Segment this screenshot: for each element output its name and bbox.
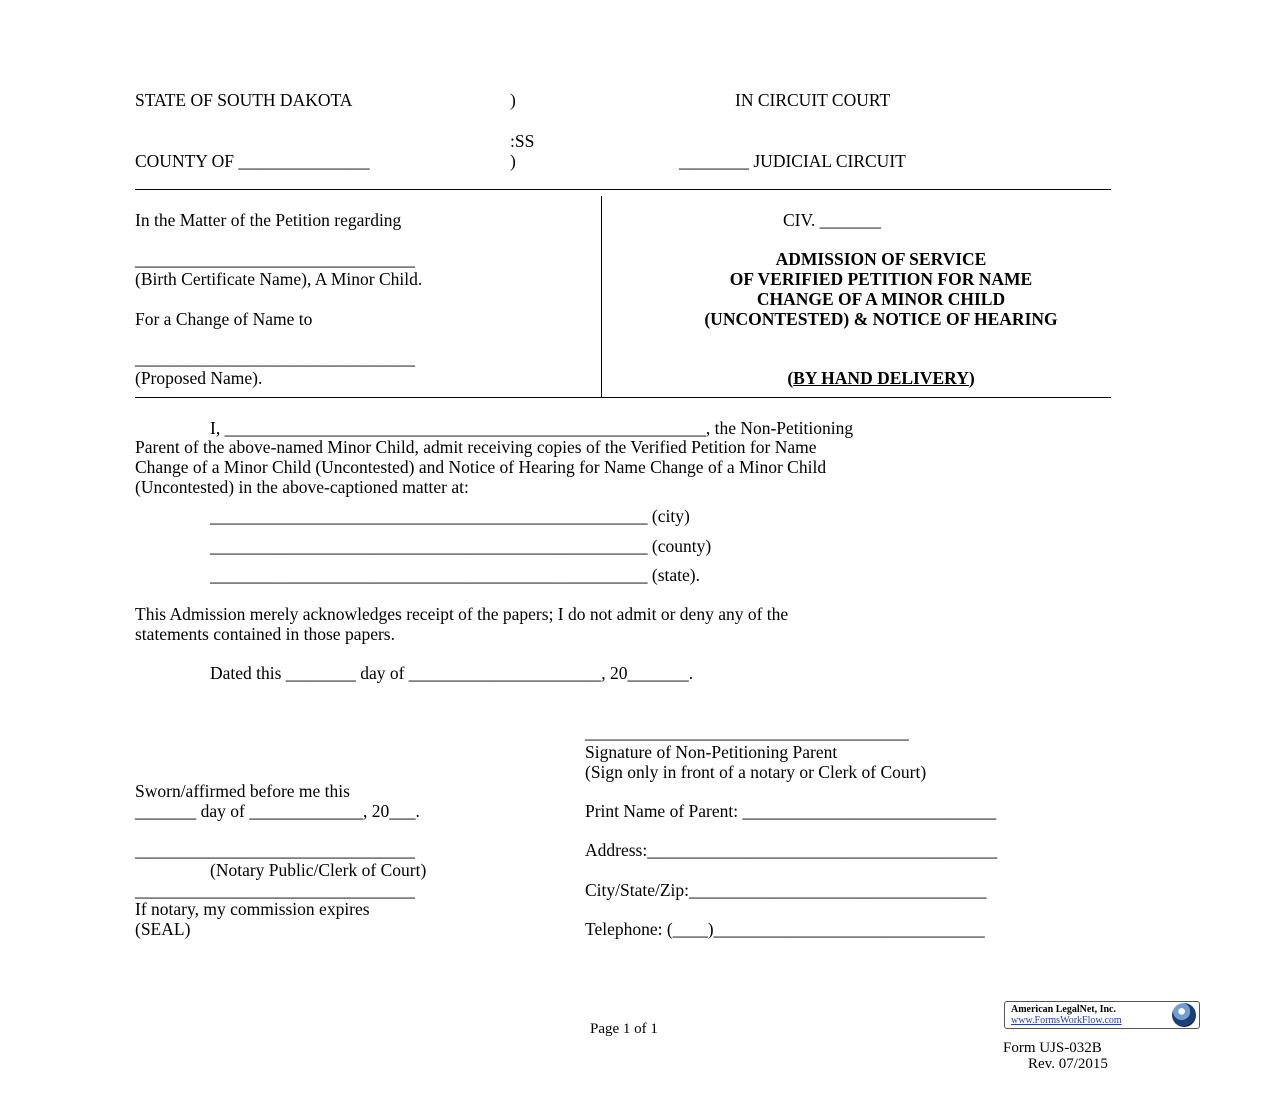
birth-name-field[interactable]: ________________________________ [135, 249, 415, 269]
body-text-line: (Uncontested) in the above-captioned matter at: [135, 477, 469, 497]
header-rule [135, 189, 1111, 190]
state-field[interactable]: __________________________________________________ (state). [210, 565, 700, 585]
signature-note: (Sign only in front of a notary or Clerk of Court) [585, 762, 927, 782]
notary-signature-line[interactable]: ________________________________ [135, 840, 415, 860]
telephone-field[interactable]: Telephone: (____)_______________________________ [585, 919, 985, 939]
state-label: STATE OF SOUTH DAKOTA [135, 90, 353, 110]
body-text-line: Change of a Minor Child (Uncontested) and Notice of Hearing for Name Change of a Minor Child [135, 457, 827, 477]
print-name-field[interactable]: Print Name of Parent: _____________________________ [585, 801, 997, 821]
caption-paren: ) [510, 151, 516, 171]
matter-label: In the Matter of the Petition regarding [135, 210, 402, 230]
caption-divider [601, 196, 602, 398]
delivery-method [606, 368, 1156, 388]
american-legalnet-logo[interactable] [1004, 1001, 1200, 1029]
proposed-name-field[interactable]: ________________________________ [135, 348, 415, 368]
body-text-line: Parent of the above-named Minor Child, admit receiving copies of the Verified Petition for Name [135, 437, 817, 457]
commission-label: If notary, my commission expires [135, 899, 370, 919]
globe-icon [1172, 1003, 1196, 1027]
judicial-circuit-field[interactable]: ________ JUDICIAL CIRCUIT [679, 151, 906, 171]
document-title-line: ADMISSION OF SERVICE [775, 249, 987, 269]
city-field[interactable]: __________________________________________________ (city) [210, 506, 690, 526]
birth-name-label: (Birth Certificate Name), A Minor Child. [135, 269, 423, 289]
seal-label: (SEAL) [135, 919, 191, 939]
delivery-method-label: BY HAND DELIVERY [793, 368, 969, 388]
page-number: Page 1 of 1 [590, 1021, 658, 1037]
form-number: Form UJS-032B [1003, 1040, 1102, 1056]
delivery-paren-close: ) [968, 368, 975, 388]
caption-rule [135, 397, 1111, 398]
dated-field[interactable]: Dated this ________ day of ______________________, 20_______. [210, 663, 694, 683]
change-to-label: For a Change of Name to [135, 309, 313, 329]
delivery-paren-open: ( [787, 368, 794, 388]
signature-line[interactable]: _____________________________________ [585, 722, 909, 742]
commission-line[interactable]: ________________________________ [135, 880, 415, 900]
notary-label: (Notary Public/Clerk of Court) [210, 860, 427, 880]
civ-number-field[interactable]: CIV. _______ [783, 210, 881, 230]
document-title-line: CHANGE OF A MINOR CHILD [756, 289, 1006, 309]
sworn-label: Sworn/affirmed before me this [135, 781, 350, 801]
admission-text-line: statements contained in those papers. [135, 624, 395, 644]
admission-text-line: This Admission merely acknowledges receipt of the papers; I do not admit or deny any of the [135, 604, 789, 624]
county-field-body[interactable]: __________________________________________________ (county) [210, 536, 712, 556]
county-field[interactable]: COUNTY OF _______________ [135, 151, 370, 171]
sworn-date-field[interactable]: _______ day of _____________, 20___. [135, 801, 420, 821]
logo-company: American LegalNet, Inc. [1011, 1004, 1116, 1015]
city-state-zip-field[interactable]: City/State/Zip:__________________________________ [585, 880, 987, 900]
caption-paren: ) [510, 90, 516, 110]
document-title-line: (UNCONTESTED) & NOTICE OF HEARING [704, 309, 1058, 329]
ss-label: :SS [510, 131, 535, 151]
court-label: IN CIRCUIT COURT [735, 90, 891, 110]
signature-label: Signature of Non-Petitioning Parent [585, 742, 838, 762]
revision-date: Rev. 07/2015 [1028, 1056, 1108, 1072]
document-title-line: OF VERIFIED PETITION FOR NAME [729, 269, 1033, 289]
parent-name-line[interactable]: I, _______________________________________________________, the Non-Petitioning [210, 418, 854, 438]
address-field[interactable]: Address:________________________________________ [585, 840, 998, 860]
proposed-name-label: (Proposed Name). [135, 368, 263, 388]
logo-url-link[interactable]: www.FormsWorkFlow.com [1011, 1015, 1122, 1026]
